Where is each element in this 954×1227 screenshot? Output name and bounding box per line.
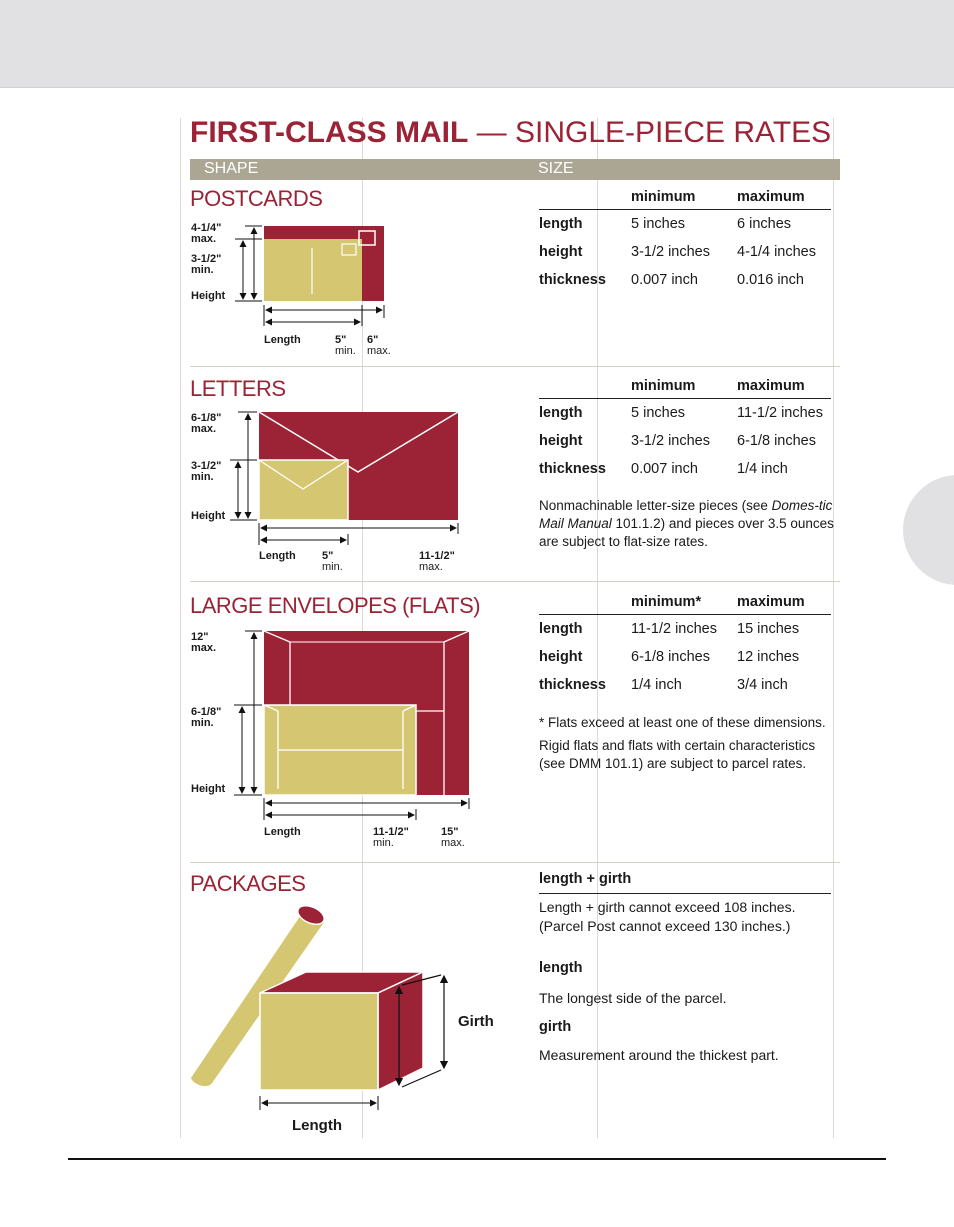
- table-row: length 11-1/2 inches 15 inches: [539, 621, 800, 637]
- letters-size-table: [539, 373, 831, 483]
- table-row: length 5 inches 11-1/2 inches: [539, 405, 823, 421]
- col-minimum: minimum: [631, 373, 737, 399]
- col-minimum: minimum*: [631, 589, 737, 615]
- title-rest: — SINGLE-PIECE RATES: [468, 116, 832, 149]
- package-length-label: Length: [292, 1117, 342, 1134]
- letter-max-length-label: 11-1/2" max.: [419, 550, 455, 573]
- postcard-min-shape: [264, 239, 362, 301]
- length-definition: The longest side of the parcel.: [539, 990, 727, 1006]
- postcard-length-label: Length: [264, 334, 301, 346]
- packages-limit-text: Length + girth cannot exceed 108 inches. (Parcel Post cannot exceed 130 inches.): [539, 899, 796, 934]
- postcards-size-table: [539, 184, 831, 294]
- girth-label: Girth: [458, 1013, 494, 1030]
- length-heading: length: [539, 960, 583, 976]
- letter-max-height-label: 6-1/8" max.: [191, 412, 222, 435]
- table-row: height 6-1/8 inches 12 inches: [539, 649, 800, 665]
- postcard-max-length-label: 6" max.: [367, 334, 391, 357]
- table-row: thickness 1/4 inch 3/4 inch: [539, 677, 788, 693]
- postcard-height-label: Height: [191, 290, 226, 302]
- postcard-min-height-label: 3-1/2" min.: [191, 253, 222, 276]
- box-front: [260, 993, 378, 1090]
- letter-height-label: Height: [191, 510, 226, 522]
- package-diagram: [190, 902, 444, 1110]
- footer-rule: [68, 1158, 886, 1160]
- letter-length-label: Length: [259, 550, 296, 562]
- letters-note: Nonmachinable letter-size pieces (see Domes-tic Mail Manual 101.1.2) and pieces over 3.5 ounces are subject to flat-size rates.: [539, 498, 834, 549]
- postcard-diagram: [235, 226, 384, 326]
- table-row: height 3-1/2 inches 6-1/8 inches: [539, 433, 816, 449]
- shape-header: SHAPE: [204, 160, 259, 177]
- packages-title: PACKAGES: [190, 871, 306, 896]
- table-row: height 3-1/2 inches 4-1/4 inches: [539, 244, 816, 260]
- flats-size-table: [539, 589, 831, 699]
- flat-min-length-label: 11-1/2" min.: [373, 826, 409, 849]
- letter-diagram: [230, 412, 458, 545]
- box-side: [378, 972, 423, 1090]
- flat-max-length-label: 15" max.: [441, 826, 465, 849]
- table-row: thickness 0.007 inch 0.016 inch: [539, 272, 804, 288]
- title-bold: FIRST-CLASS MAIL: [190, 116, 469, 149]
- flat-length-label: Length: [264, 826, 301, 838]
- col-maximum: maximum: [737, 373, 831, 399]
- postcard-min-length-label: 5" min.: [335, 334, 356, 357]
- packages-heading: length + girth: [539, 871, 632, 887]
- flats-note: Rigid flats and flats with certain characteristics (see DMM 101.1) are subject to parcel rates.: [539, 738, 816, 771]
- letters-title: LETTERS: [190, 376, 286, 401]
- flat-min-height-label: 6-1/8" min.: [191, 706, 222, 729]
- letter-min-length-label: 5" min.: [322, 550, 343, 573]
- postcard-max-height-label: 4-1/4" max.: [191, 222, 222, 245]
- flats-title: LARGE ENVELOPES (FLATS): [190, 593, 481, 618]
- letter-min-height-label: 3-1/2" min.: [191, 460, 222, 483]
- postcards-title: POSTCARDS: [190, 186, 323, 211]
- table-row: thickness 0.007 inch 1/4 inch: [539, 461, 788, 477]
- col-minimum: minimum: [631, 184, 737, 210]
- flats-diagram: [234, 631, 469, 820]
- packages-heading-rule: [539, 893, 831, 894]
- size-header: SIZE: [538, 160, 574, 177]
- table-row: length 5 inches 6 inches: [539, 216, 792, 232]
- flat-max-height-label: 12" max.: [191, 631, 217, 654]
- girth-heading: girth: [539, 1019, 572, 1035]
- flats-footnote: * Flats exceed at least one of these dimensions.: [539, 715, 826, 730]
- col-maximum: maximum: [737, 589, 831, 615]
- flat-height-label: Height: [191, 783, 226, 795]
- col-maximum: maximum: [737, 184, 831, 210]
- girth-definition: Measurement around the thickest part.: [539, 1047, 779, 1063]
